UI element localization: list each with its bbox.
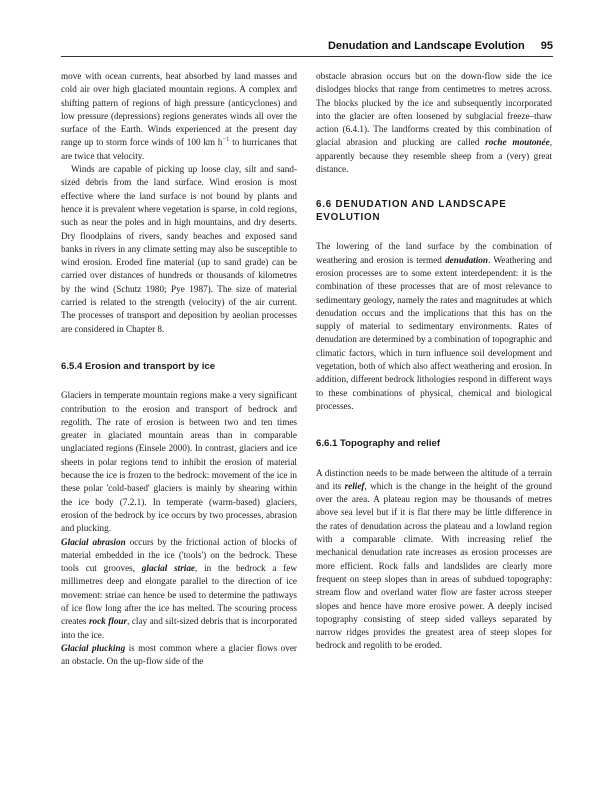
key-term: glacial striae (141, 563, 196, 574)
key-term: Glacial abrasion (61, 536, 126, 547)
key-term: relief (344, 480, 365, 491)
key-term: rock flour (88, 616, 128, 627)
header-rule (61, 56, 553, 57)
paragraph: obstacle abrasion occurs but on the down-flow side the ice dislodges blocks that range from centimetres to metres across. The blocks plucked by the ice and subsequently incorporated into the glacier are often loosened by subglacial freeze–thaw action (6.4.1). The landforms created by this combination of glacial abrasion and plucking are called roche moutonée, apparently because they resemble sheep from a (very) great distance. (316, 71, 552, 175)
left-column (61, 70, 297, 668)
paragraph: Glaciers in temperate mountain regions make a very significant contribution to the erosion and transport of bedrock and regolith. The rate of erosion is between two and ten times greater in glaciated mountain areas than in comparable unglaciated regions (Einsele 2000). In contrast, glaciers and ice sheets in polar regions tend to inhibit the erosion of material because the ice is frozen to the bedrock: movement of the ice in these polar 'cold-based' glaciers is mainly by shearing within the ice body (7.2.1). In temperate (warm-based) glaciers, erosion of the bedrock by ice occurs by two processes, abrasion and plucking. (61, 390, 297, 534)
subsection-heading-6-5-4: 6.5.4 Erosion and transport by ice (61, 360, 216, 372)
page-number: 95 (540, 40, 553, 52)
key-term: roche moutonée (485, 137, 550, 148)
section-heading-6-6: 6.6 DENUDATION AND LANDSCAPE EVOLUTION (316, 199, 507, 224)
subsection-heading-6-6-1: 6.6.1 Topography and relief (316, 438, 441, 450)
running-title: Denudation and Landscape Evolution (327, 40, 525, 52)
key-term: Glacial plucking (61, 642, 126, 653)
paragraph: move with ocean currents, heat absorbed by land masses and cold air over high glaciated mountain regions. A complex and shifting pattern of regions of high pressure (anticyclones) and low pressure (depressions) regions generates winds all over the surface of the Earth. Winds experienced at the present day range up to storm force winds of 100 km $h^{-1}$ to hurricanes that are twice that velocity. (61, 71, 297, 161)
paragraph: Winds are capable of picking up loose clay, silt and sand-sized debris from the land surface. Wind erosion is most effective where the land surface is not bound by plants and hence it is prevalent where vegetation is sparse, in cold regions, such as near the poles and in high mountains, and dry deserts. Dry floodplains of rivers, sandy beaches and exposed sand banks in rivers in any climate setting may also be susceptible to wind erosion. Eroded fine material (up to sand grade) can be carried over distances of hundreds or thousands of kilometres by the wind (Schutz 1980; Pye 1987). The size of material carried is related to the strength (velocity) of the air current. The processes of transport and deposition by aeolian processes are considered in Chapter 8. (61, 164, 297, 334)
superscript: −1 (222, 136, 230, 144)
paragraph: Glacial plucking is most common where a glacier flows over an obstacle. On the up-flow side of the (61, 642, 297, 667)
paragraph: A distinction needs to be made between the altitude of a terrain and its relief, which is the change in the height of the ground over the area. A plateau region may be thousands of metres above sea level but if it is flat there may be little difference in the rates of denudation across the plateau and a lowland region with a comparable climate. With increasing relief the mechanical denudation rate increases as erosion processes are more efficient. Rock falls and landslides are clearly more frequent on steep slopes than in areas of subdued topography: stream flow and overland water flow are faster across steeper slopes and hence have more erosive power. A deeply incised topography consisting of steep sided valleys separated by narrow ridges provides the greatest area of steep slopes for bedrock and regolith to be eroded. (316, 467, 552, 651)
right-column (316, 70, 552, 653)
key-term: denudation (445, 254, 488, 265)
running-head (328, 40, 553, 52)
paragraph: Glacial abrasion occurs by the frictional action of blocks of material embedded in the ice ('tools') on the bedrock. These tools cut grooves, glacial striae, in the bedrock a few millimetres deep and elongate parallel to the direction of ice movement: striae can hence be used to determine the pathways of ice flow long after the ice has melted. The scouring process creates rock flour, clay and silt-sized debris that is incorporated into the ice. (61, 536, 297, 640)
paragraph: The lowering of the land surface by the combination of weathering and erosion is termed denudation. Weathering and erosion processes are to some extent interdependent: it is the combination of these processes that are of most relevance to sedimentary geology, namely the rates and magnitudes at which denudation occurs and the implications that this has on the supply of material to sedimentary environments. Rates of denudation are determined by a combination of topographic and climatic factors, which in turn influence soil development and vegetation, both of which also affect weathering and erosion. In addition, different bedrock lithologies respond in different ways to these combinations of physical, chemical and biological processes. (316, 241, 553, 411)
